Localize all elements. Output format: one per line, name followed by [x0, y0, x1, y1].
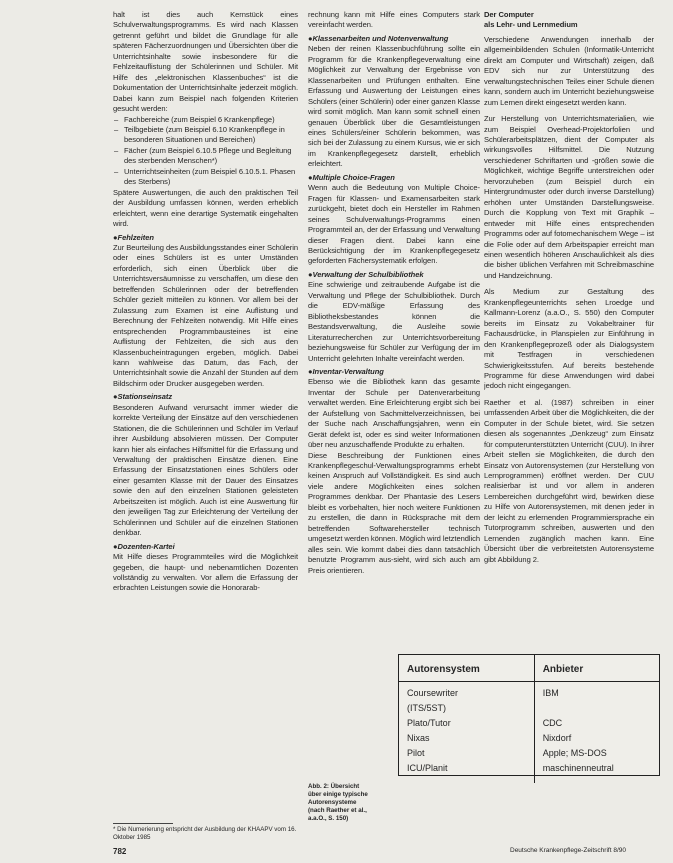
section-heading: ● Inventar-Verwaltung	[308, 367, 480, 377]
table-row	[399, 730, 659, 745]
table-cell: Nixas	[399, 730, 534, 745]
criteria-list	[113, 115, 298, 188]
table-cell: Pilot	[399, 745, 534, 760]
text-column-middle	[308, 10, 480, 668]
table-cell: Apple; MS-DOS	[542, 748, 607, 758]
list-item: – Fächer (zum Beispiel 6.10.5 Pflege und Begleitung des sterbenden Menschen*)	[124, 146, 298, 167]
paragraph: Verschiedene Anwendungen innerhalb der allgemeinbildenden Schulen (Informatik-Unterricht direkt am Computer und Wirtschaft) zeigen, daß EDV sich nur zur Unterstützung des verwaltungstechnischen Teiles einer Schule dienen kann, sondern auch im Unterricht beziehungsweise zum Lernen direkt eingesetzt werden kann.	[484, 34, 654, 107]
section-heading: ● Multiple Choice-Fragen	[308, 173, 480, 183]
table-cell: CDC	[542, 718, 563, 728]
list-item: – Unterrichtseinheiten (zum Beispiel 6.10.5.1. Phasen des Sterbens)	[124, 167, 298, 188]
figure-caption: Abb. 2: Übersicht über einige typische Autorensysteme (nach Raether et al., a.a.O., S. 150)	[308, 783, 368, 822]
paragraph: rechnung kann mit Hilfe eines Computers stark vereinfacht werden.	[308, 10, 480, 30]
paragraph: Eine schwierige und zeitraubende Aufgabe ist die Verwaltung und Pflege der Schulbibliothek. Durch die EDV-mäßige Erfassung des Bibliotheksbestandes können die Bestandsverwaltung, die Ausleihe sowie Literaturrecherchen zur Unterrichtsvorbereitung beziehungsweise für Schüler zur Verfügung der im Unterricht gelehrten Inhalte vereinfacht werden.	[308, 280, 480, 363]
footnote: * Die Numerierung entspricht der Ausbildung der KHAAPV vom 16. Oktober 1985	[113, 826, 297, 841]
section-heading: ● Verwaltung der Schulbibliothek	[308, 270, 480, 280]
section-heading: ● Dozenten-Kartei	[113, 542, 298, 552]
paragraph: Spätere Auswertungen, die auch den praktischen Teil der Ausbildung umfassen können, werden erheblich erleichtert, wenn eine derartige Systematik eingehalten wird.	[113, 187, 298, 229]
page-number: 782	[113, 847, 127, 856]
column-header: Autorensystem	[399, 655, 534, 682]
table-cell: Coursewriter	[399, 682, 534, 701]
section-heading: ● Klassenarbeiten und Notenverwaltung	[308, 34, 480, 44]
paragraph: Mit Hilfe dieses Programmteiles wird die Möglichkeit gegeben, die haupt- und nebenamtlichen Dozenten vollständig zu verwalten. Vor allem die Erfassung der erbrachten Leistungen sowie die Honorarab-	[113, 552, 298, 593]
table-cell: ICU/Planit	[399, 760, 534, 783]
paragraph: Besonderen Aufwand verursacht immer wieder die korrekte Verteilung der Einsätze auf den verschiedenen Stationen, die die Schülerinnen und Schüler im Verlauf ihrer Ausbildung absolvieren müssen. Der Computer kann hier als einfaches Hilfsmittel für die Erfassung und Verwaltung der praktischen Einsätze dienen. Eine Erfassung der Einsatzstationen eines Schülers oder einer gesamten Klasse mit der Dauer des Einsatzes sowie den auf den einzelnen Stationen geleisteten Arbeitszeiten ist möglich. Auch ist eine Auswertung für den jeweiligen Tag zur Erleichterung der Verteilung der Schülerinnen und Schüler auf die einzelnen Stationen denkbar.	[113, 402, 298, 538]
table-row	[399, 760, 659, 783]
running-footer: Deutsche Krankenpflege-Zeitschrift 8/90	[510, 847, 626, 854]
paragraph: Zur Herstellung von Unterrichtsmaterialien, wie zum Beispiel Overhead-Projektorfolien und Schülerarbeitsplätzen, dient der Computer als wirkungsvolles Hilfsmittel. Die Nutzung verschiedener Schriftarten und -größen sowie die Möglichkeit, wichtige Begriffe unterstreichen oder hervorzuheben (zum Beispiel durch ein Hintergrundmuster oder durch inverse Darstellung) erhöhen unter Umständen Darstellungsweise. Durch die Kopplung von Text mit Graphik – entweder mit Hilfe eines entsprechenden Programms oder auf fotomechanischem Wege – ist die Folie oder auf dem Arbeitspapier erreicht man einen wesentlich höheren Anschaulichkeit als dies die bisher üblichen Verfahren mit Schreibmaschine und Handzeichnung.	[484, 114, 654, 280]
table-cell: maschinenneutral	[542, 763, 614, 773]
authoring-systems-table	[398, 654, 660, 776]
table	[399, 655, 659, 783]
paragraph: Ebenso wie die Bibliothek kann das gesamte Inventar der Schule per Datenverarbeitung verwaltet werden. Eine Erleichterung ergibt sich bei der Aufstellung von Sachmittelverzeichnissen, bei der Suche nach Anschaffungsjahren, wenn ein Gerät defekt ist, oder es sind weiter Informationen über neu anzuschaffende Produkte zu erhalten.	[308, 377, 480, 450]
table-cell	[534, 700, 659, 715]
paragraph: Neben der reinen Klassenbuchführung sollte ein Programm für die Krankenpflegeverwaltung eine Möglichkeit zur Verwaltung der Ergebnisse von Klassenarbeiten und Prüfungen enthalten. Eine Erfassung und Auswertung der Leistungen eines Schülers (einer Schülerin) oder einer ganzen Klasse wird somit möglich. Man kann somit schnell einen genauen Überblick über die Gesamtleistungen eines Schülers/einer Schülerin bekommen, was sich bei der Zulassung zu einem Kursus, wie er sich im Krankenpflegegesetz darstellt, erheblich erleichtert.	[308, 44, 480, 169]
table-row	[399, 682, 659, 701]
table-row	[399, 745, 659, 760]
list-item: – Teilbgebiete (zum Beispiel 6.10 Krankenpflege in besonderen Situationen und Bereichen)	[124, 125, 298, 146]
section-title: Der Computer	[484, 10, 534, 19]
paragraph: halt ist dies auch Kernstück eines Schulverwaltungsprogramms. Es wird nach Klassen getrennt geführt und bildet die Grundlage für alle späteren Fächerzuordnungen und Übersichten über die Unterrichtsinhalte sowie insbesondere für die Fehlzeitauflistung der Schülerinnen und Schüler. Mit Hilfe des „elektronischen Klassenbuches“ ist die Dokumentation der Unterrichtsinhalte jederzeit möglich. Dabei kann zum Beispiel nach folgenden Kriterien gesucht werden:	[113, 10, 298, 114]
table-row	[399, 715, 659, 730]
paragraph: Wenn auch die Bedeutung von Multiple Choice-Fragen für Klassen- und Examensarbeiten stark zurückgeht, bietet doch ein Hersteller im Rahmen seines Schulverwaltungs-Programms einen Programmteil an, der der Erfassung und Verwaltung dieser Fragen dient. Dabei kann eine Berücksichtigung der im Krankenpflegegesetz geforderten Fächersystematik erfolgen.	[308, 183, 480, 266]
list-item: – Fachbereiche (zum Beispiel 6 Krankenpflege)	[124, 115, 298, 125]
column-header: Anbieter	[534, 655, 659, 682]
section-heading: ● Fehlzeiten	[113, 233, 298, 243]
footnote-rule	[113, 823, 173, 824]
text-column-right	[484, 10, 654, 630]
section-subtitle: als Lehr- und Lernmedium	[484, 20, 578, 30]
text-column-left	[113, 10, 298, 822]
table-header-row	[399, 655, 659, 682]
section-heading: ● Stationseinsatz	[113, 392, 298, 402]
table-cell: Plato/Tutor	[399, 715, 534, 730]
paragraph: Diese Beschreibung der Funktionen eines Krankenpflegeschul-Verwaltungsprogramms erhebt keinen Anspruch auf Vollständigkeit. Es sind auch viele andere Möglichkeiten eines solchen Programmes denkbar. Der Phantasie des Lesers bleibt es vorbehalten, hier noch weitere Funktionen zu erstellen, die dann in Rücksprache mit dem betreffenden Softwarehersteller technisch umgesetzt werden können. Möglich wird letztendlich alles sein. Wie kommt dabei dies dann tatsächlich benutzte Programm aus-sieht, wird sich auch am Preis orientieren.	[308, 450, 480, 575]
paragraph: Raether et al. (1987) schreiben in einer umfassenden Arbeit über die Möglichkeiten, die der Computer in der Schule bietet, wird. Sie setzen diesen als sogenanntes „Denkzeug“ zum Einsatz für computerunterstützten Unterricht (CUU). In ihrer Arbeit stellen sie Möglichkeiten, die durch den Einsatz von Autorensystemen (zur Herstellung von Lernprogrammen) eröffnet werden. Der CUU realisierbar ist und vor allem in anderen Lernbereichen durchgeführt wird, bewirken diese zu Hilfe von Autorensystemen, mit denen jeder in der leicht zu erlernenden Programmiersprache ein Tutorprogramm schreiben, auswerten und den Lernenden zugänglich machen kann. Eine Übersicht über die verbreitetsten Autorensysteme gibt Abbildung 2.	[484, 397, 654, 564]
table-cell: Nixdorf	[542, 733, 572, 743]
table-row	[399, 700, 659, 715]
paragraph: Zur Beurteilung des Ausbildungsstandes einer Schülerin oder eines Schülers ist es unter Umständen erforderlich, sich einen Überblick über die Unterrichtsversäumnisse zu verschaffen, um diese den betreffenden Schülerinnen oder der betreffenden Schüler gezielt mitteilen zu können. Vor allem bei der Zulassung zum Examen ist eine Auflistung und Berechnung der Fehlzeiten notwendig. Mit Hilfe eines entsprechenden Programmbausteines ist eine Auflistung der Fehlzeiten, die sich aus den Klassenbucheintragungen ergeben, möglich. Dabei kann wahlweise das Datum, das Fach, der Unterrichtsinhalt sowie die Anzahl der Stunden auf dem Bildschirm oder Drucker ausgegeben werden.	[113, 242, 298, 388]
paragraph: Als Medium zur Gestaltung des Krankenpflegeunterrichts sehen Lroedge und Kallmann-Lorenz (a.a.O., S. 550) den Computer bereits im Einsatz zu Vokabeltrainer für Fachausdrücke, in Planspielen zur Einführung in den Krankenpflegeprozeß oder als Dialogsystem mit Testfragen in verschiedenen Schwierigkeitsstufen. Auf bereits bestehende Programme für diese Anwendungen wird dabei jedoch nicht eingegangen.	[484, 287, 654, 391]
table-cell: (ITS/5ST)	[399, 700, 534, 715]
table-cell: IBM	[542, 688, 559, 698]
